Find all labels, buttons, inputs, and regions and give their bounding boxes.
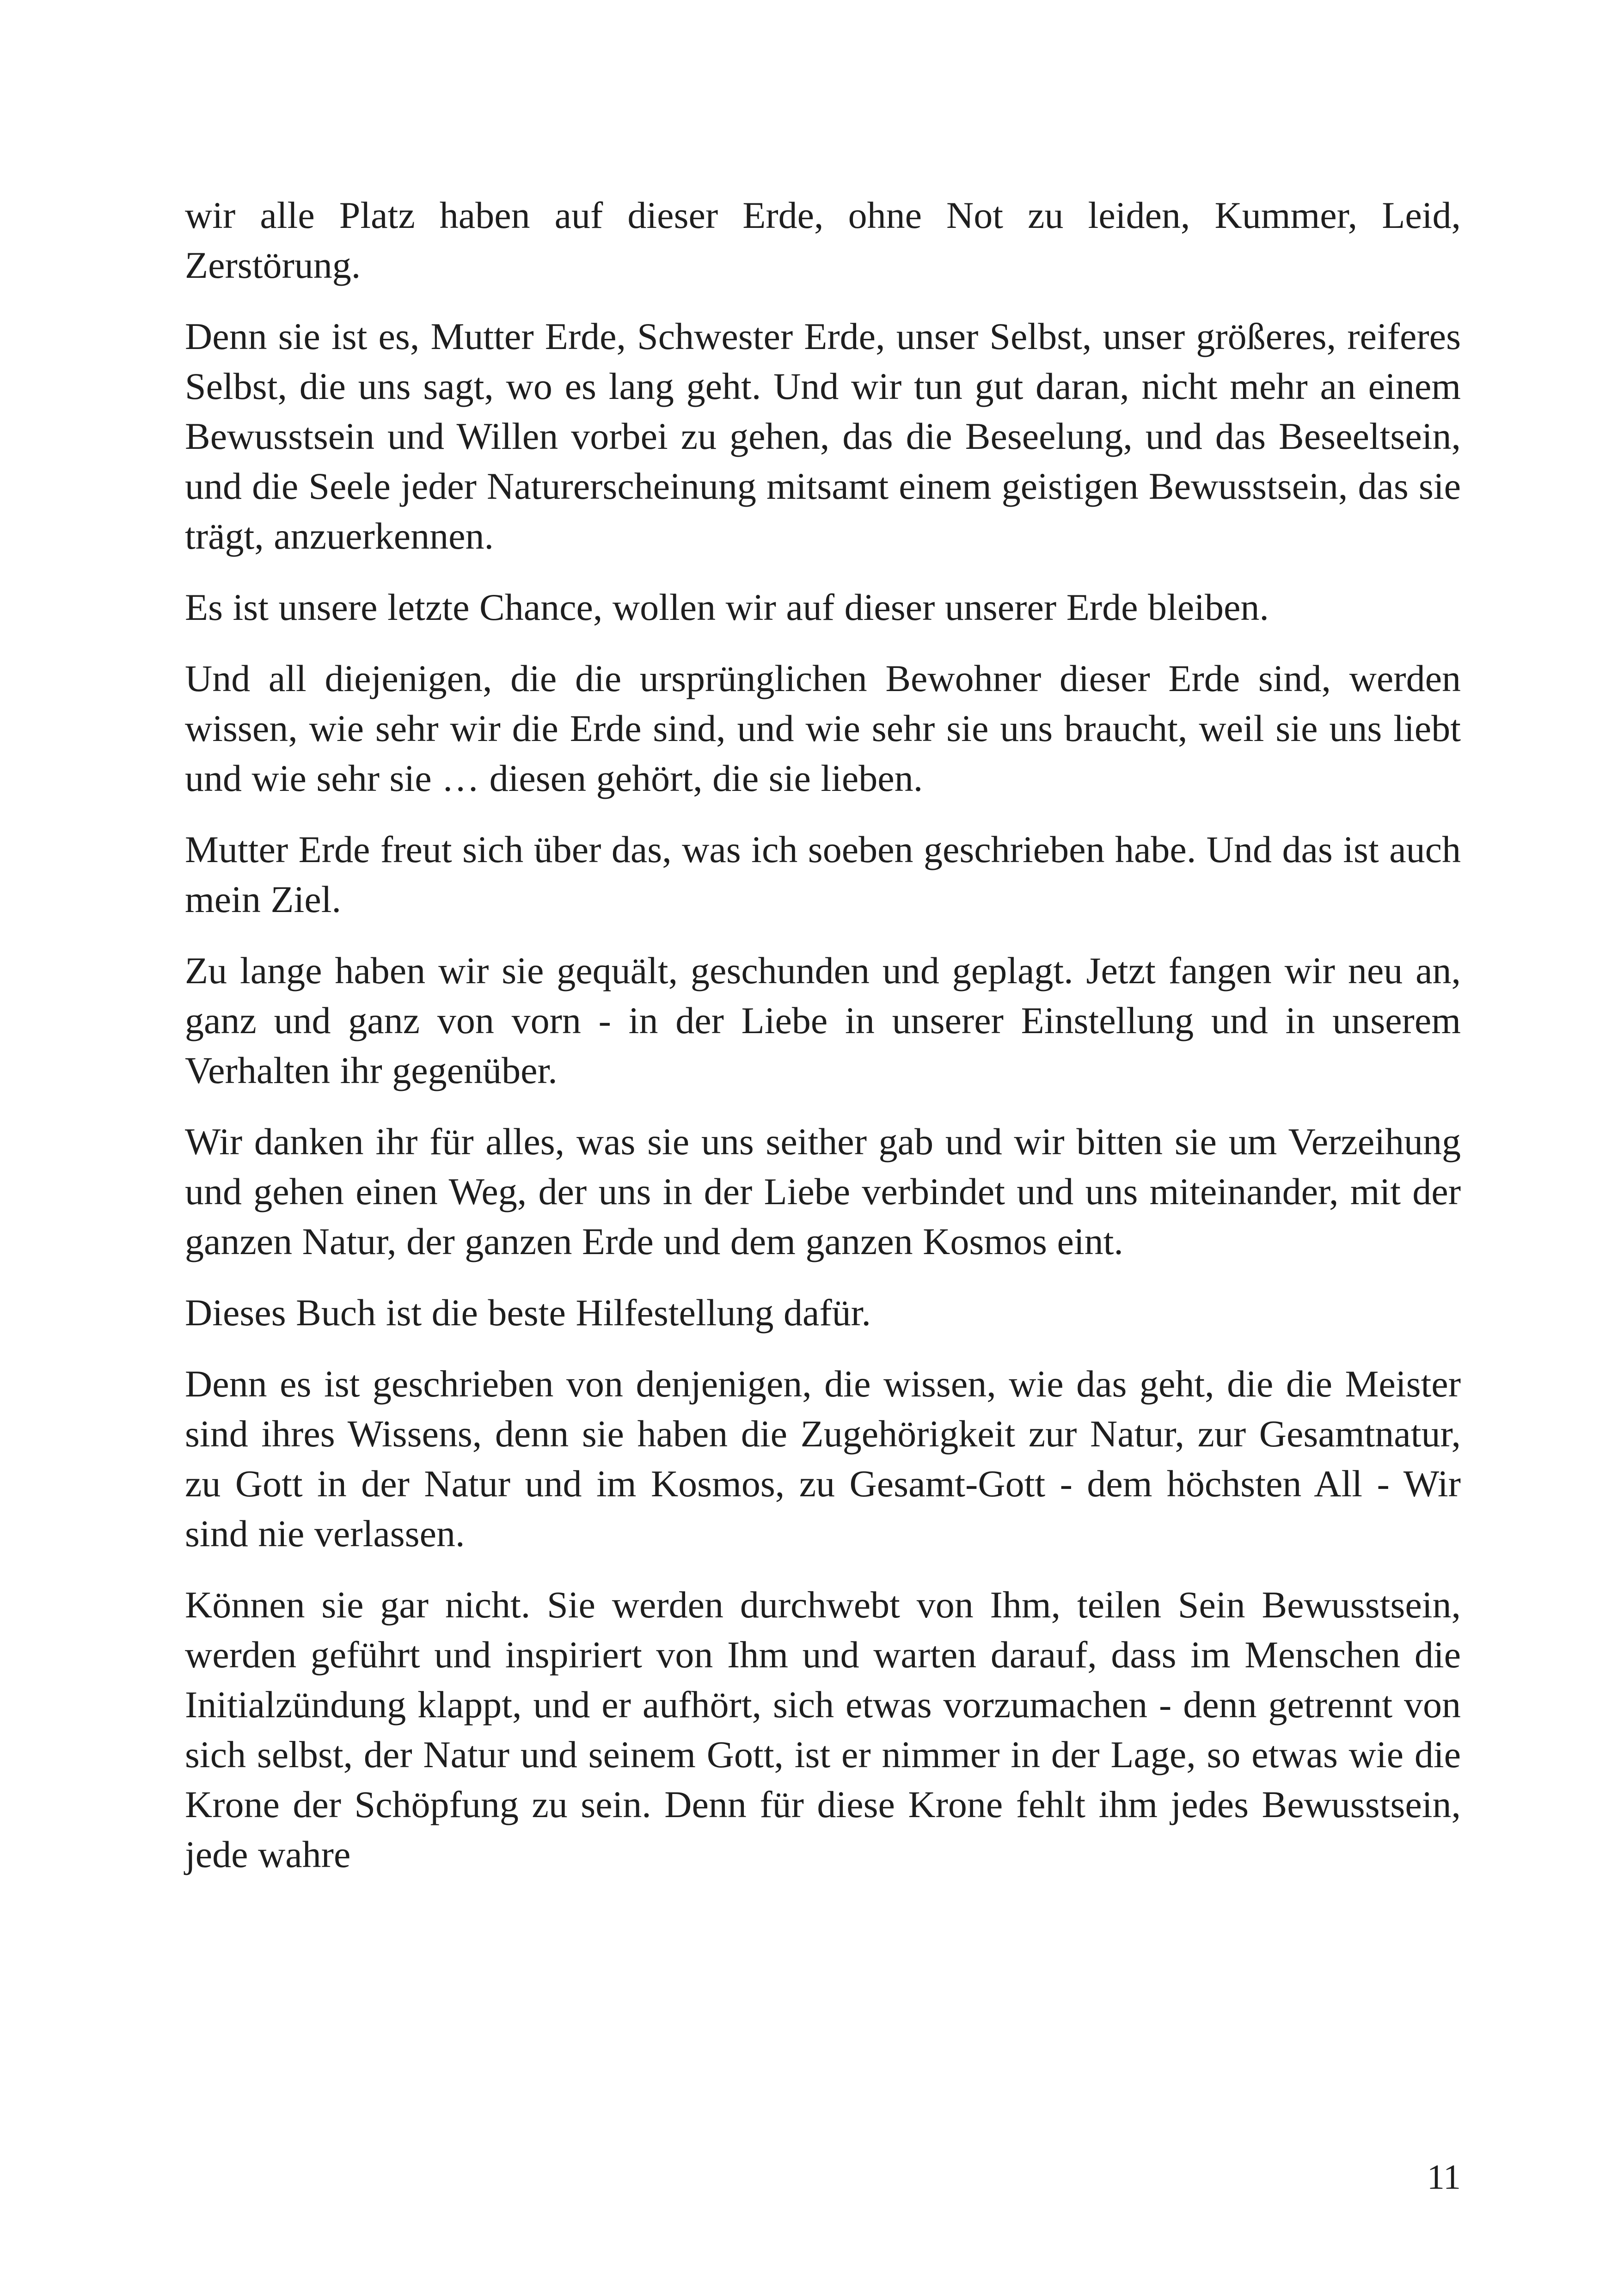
paragraph: wir alle Platz haben auf dieser Erde, ohne Not zu leiden, Kummer, Leid, Zerstörung.: [185, 194, 1461, 286]
text-column: [185, 190, 1461, 1901]
paragraph: Und all diejenigen, die die ursprünglichen Bewohner dieser Erde sind, werden wissen, wie sehr wir die Erde sind, und wie sehr sie uns braucht, weil sie uns liebt und wie sehr sie … diesen gehört, die sie lieben.: [185, 657, 1461, 799]
paragraph: Wir danken ihr für alles, was sie uns seither gab und wir bitten sie um Verzeihung und gehen einen Weg, der uns in der Liebe verbindet und uns miteinander, mit der ganzen Natur, der ganzen Erde und dem ganzen Kosmos eint.: [185, 1120, 1461, 1262]
paragraph: Denn sie ist es, Mutter Erde, Schwester Erde, unser Selbst, unser größeres, reiferes Selbst, die uns sagt, wo es lang geht. Und wir tun gut daran, nicht mehr an einem Bewusstsein und Willen vorbei zu gehen, das die Beseelung, und das Beseeltsein, und die Seele jeder Naturerscheinung mitsamt einem geistigen Bewusstsein, das sie trägt, anzuerkennen.: [185, 315, 1461, 557]
paragraph: Denn es ist geschrieben von denjenigen, die wissen, wie das geht, die die Meister sind ihres Wissens, denn sie haben die Zugehörigkeit zur Natur, zur Gesamtnatur, zu Gott in der Natur und im Kosmos, zu Gesamt-Gott - dem höchsten All - Wir sind nie verlassen.: [185, 1363, 1461, 1555]
page-number: 11: [1427, 2158, 1461, 2197]
paragraph: Zu lange haben wir sie gequält, geschunden und geplagt. Jetzt fangen wir neu an, ganz und ganz von vorn - in der Liebe in unserer Einstellung und in unserem Verhalten ihr gegenüber.: [185, 949, 1461, 1091]
paragraph: Mutter Erde freut sich über das, was ich soeben geschrieben habe. Und das ist auch mein Ziel.: [185, 828, 1461, 920]
paragraph: Dieses Buch ist die beste Hilfestellung dafür.: [185, 1292, 871, 1334]
paragraph: Es ist unsere letzte Chance, wollen wir auf dieser unserer Erde bleiben.: [185, 586, 1269, 628]
paragraph: Können sie gar nicht. Sie werden durchwebt von Ihm, teilen Sein Bewusstsein, werden geführt und inspiriert von Ihm und warten darauf, dass im Menschen die Initialzündung klappt, und er aufhört, sich etwas vorzumachen - denn getrennt von sich selbst, der Natur und seinem Gott, ist er nimmer in der Lage, so etwas wie die Krone der Schöpfung zu sein. Denn für diese Krone fehlt ihm jedes Bewusstsein, jede wahre: [185, 1584, 1461, 1875]
